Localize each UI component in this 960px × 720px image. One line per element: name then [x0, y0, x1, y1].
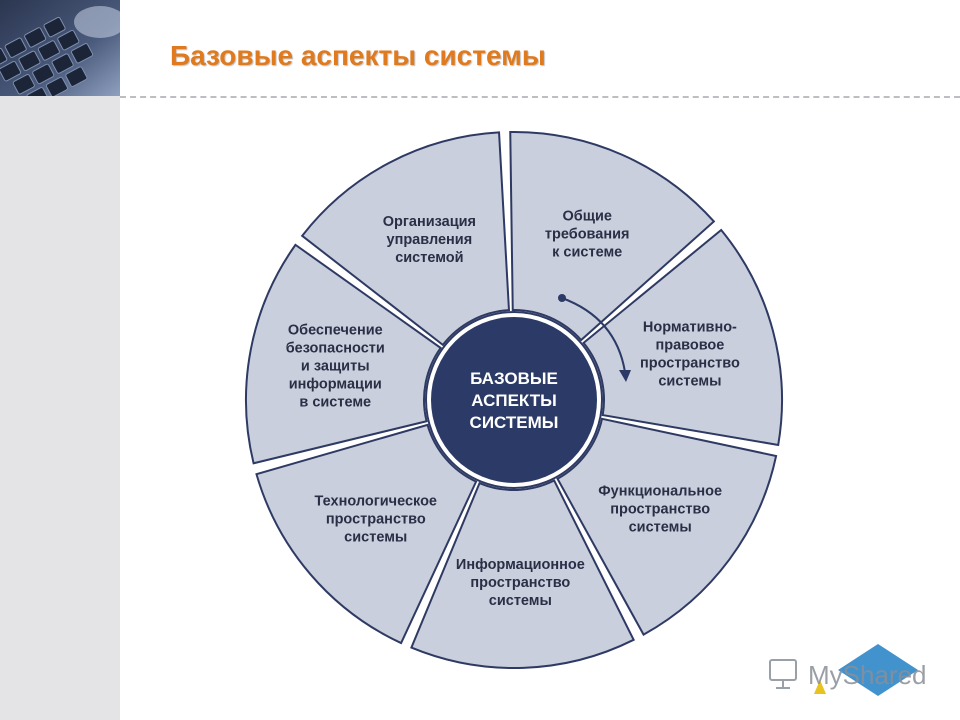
wheel-segment-label-line: Общие: [562, 208, 612, 225]
wheel-segment-label-line: пространство: [639, 355, 740, 372]
wheel-segment-label-line: Информационное: [455, 556, 585, 573]
wheel-segment-label-line: системы: [628, 519, 692, 536]
wheel-segment-label-line: безопасности: [285, 340, 385, 357]
wheel-segment-label-line: требования: [544, 226, 630, 243]
watermark-logo: [768, 640, 948, 706]
wheel-segment-label-line: пространство: [470, 574, 571, 591]
wheel-segment-label-line: к системе: [552, 244, 623, 261]
wheel-segment-label-line: Организация: [382, 213, 476, 230]
wheel-segment-label-line: Технологическое: [314, 493, 438, 510]
wheel-segment-label-line: Функциональное: [598, 483, 723, 500]
wheel-segment-label-line: правовое: [655, 337, 725, 354]
wheel-segment-label-line: и защиты: [300, 358, 370, 375]
watermark-monitor-icon: [770, 660, 796, 688]
center-label-line: БАЗОВЫЕ: [470, 369, 558, 388]
wheel-segment-label-line: Нормативно-: [642, 319, 737, 336]
wheel-segment-label-line: в системе: [299, 394, 372, 411]
wheel-segment-label-line: системой: [395, 249, 464, 266]
wheel-segment-label-line: пространство: [610, 501, 711, 518]
wheel-segment-label-line: информации: [288, 376, 382, 393]
wheel-segment-label-line: Обеспечение: [287, 322, 383, 339]
wheel-segment-label-line: управления: [386, 231, 473, 248]
center-label-line: АСПЕКТЫ: [471, 391, 557, 410]
wheel-segment-label-line: системы: [658, 373, 722, 390]
wheel-segment-label-line: системы: [488, 592, 552, 609]
center-label: [470, 369, 559, 432]
center-label-line: СИСТЕМЫ: [469, 413, 559, 432]
wheel-segment-label-line: системы: [344, 529, 408, 546]
wheel-segment-label: [383, 214, 476, 266]
watermark-text: MyShared: [808, 660, 927, 690]
wheel-segment-label-line: пространство: [325, 511, 426, 528]
slide-title: Базовые аспекты системы: [170, 40, 546, 71]
